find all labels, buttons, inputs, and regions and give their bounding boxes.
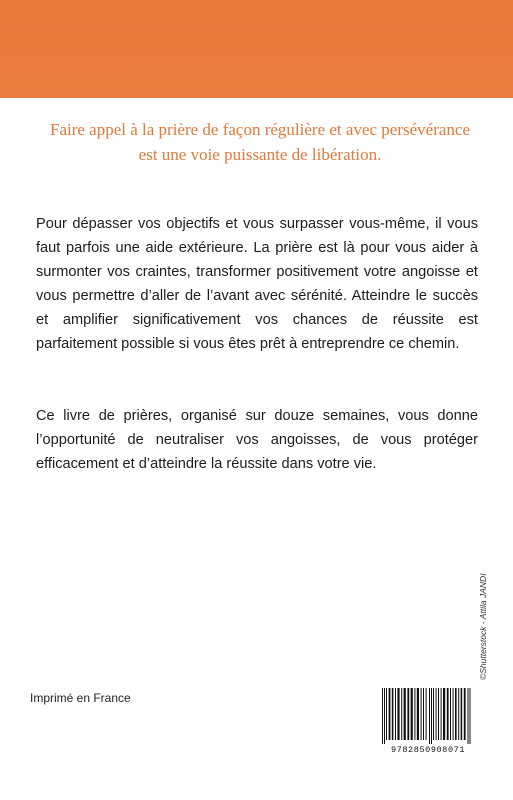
description-paragraph-1: Pour dépasser vos objectifs et vous surpasser vous-même, il vous faut parfois une aide extérieure. La prière est là pour vous aider à surmonter vos craintes, transformer positivement votre angoisse et vous permettre d’aller de l’avant avec sérénité. Atteindre le succès et amplifier significativement vos chances de réussite est parfaitement possible si vous êtes prêt à entreprendre ce chemin. (36, 216, 478, 352)
barcode-bar (464, 688, 466, 740)
barcode-bar (470, 688, 471, 744)
barcode-bar (458, 688, 459, 740)
barcode-bar (395, 688, 396, 740)
barcode-bar (438, 688, 439, 740)
barcode-bar (421, 688, 422, 740)
barcode-bar (453, 688, 454, 740)
barcode-bar (450, 688, 451, 740)
tagline: Faire appel à la prière de façon régulière et avec persévérance est une voie puissante de libération. (49, 120, 470, 164)
barcode-bar (431, 688, 432, 744)
photo-credit: ©Shutterstock - Attila JANDI (478, 573, 488, 680)
isbn-barcode (376, 686, 480, 756)
orange-banner (0, 0, 513, 98)
description-paragraph-2: Ce livre de prières, organisé sur douze semaines, vous donne l’opportunité de neutraliser vos angoisses, de vous protéger efficacement et d’atteindre la réussite dans votre vie. (36, 408, 478, 472)
barcode-bar (392, 688, 394, 740)
barcode-bar (386, 688, 387, 740)
barcode-bar (426, 688, 427, 740)
barcode-bar (411, 688, 413, 740)
barcode-bar (397, 688, 399, 740)
barcode-bar (433, 688, 434, 740)
barcode-bar (407, 688, 409, 740)
barcode-bar (468, 688, 469, 744)
barcode-bar (401, 688, 402, 740)
barcode-bar (461, 688, 463, 740)
barcode-bar (389, 688, 391, 740)
barcode-bar (384, 688, 385, 744)
barcode-bar (417, 688, 419, 740)
barcode-bar (447, 688, 449, 740)
barcode-bar (436, 688, 437, 740)
isbn-number: 9782850908071 (390, 745, 466, 755)
barcode-bar (455, 688, 457, 740)
barcode-bar (429, 688, 430, 744)
barcode-bar (382, 688, 383, 744)
barcode-bar (441, 688, 442, 740)
barcode-bars (380, 688, 476, 744)
barcode-bar (443, 688, 445, 740)
printed-in-label: Imprimé en France (30, 691, 131, 705)
barcode-bar (404, 688, 406, 740)
barcode-bar (414, 688, 415, 740)
barcode-bar (423, 688, 424, 740)
